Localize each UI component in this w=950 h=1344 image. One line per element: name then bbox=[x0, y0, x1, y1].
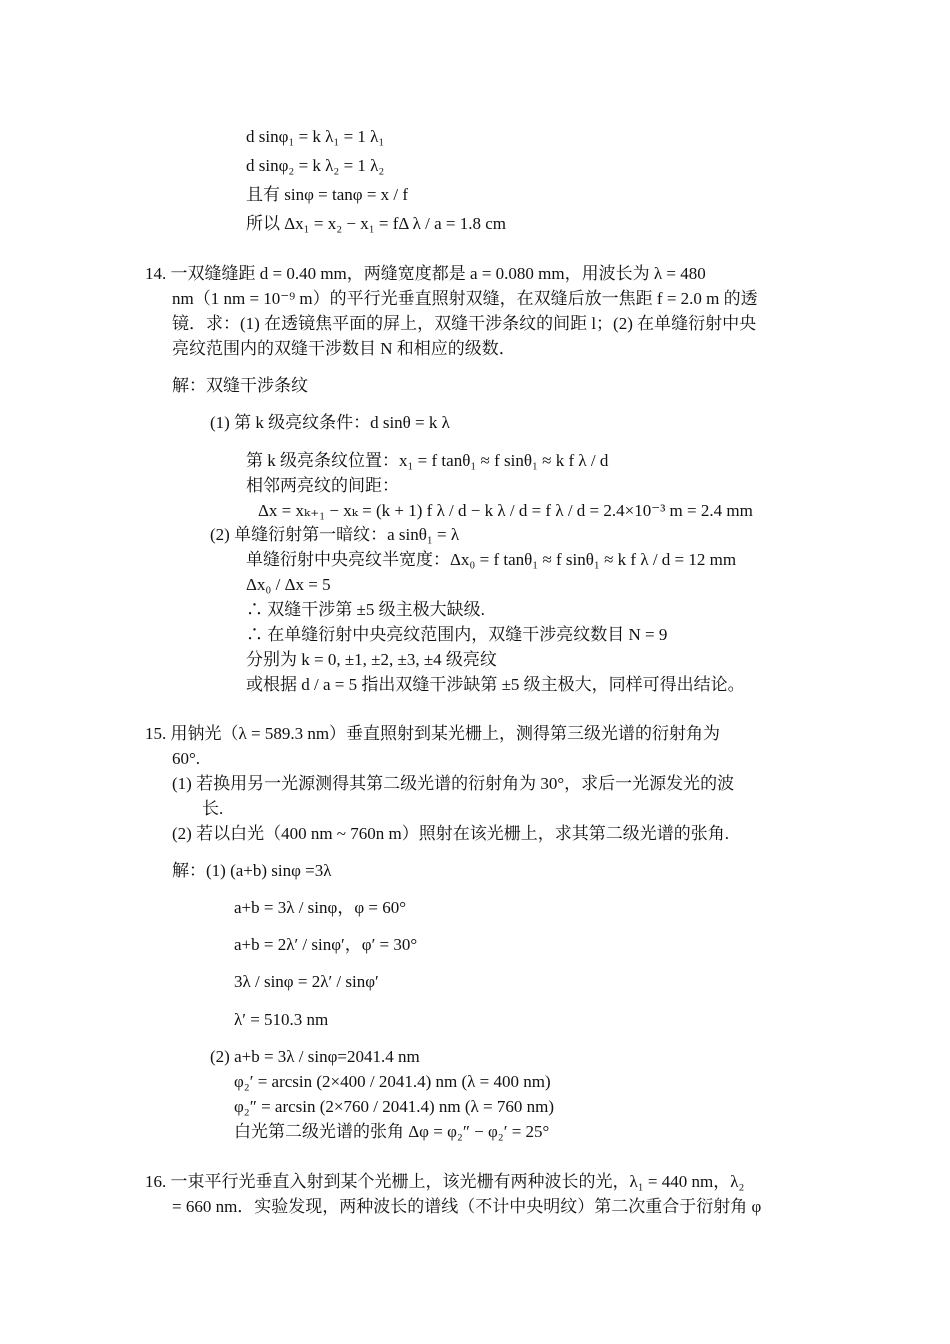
solution-14-line: (1) 第 k 级亮纹条件：d sinθ = k λ bbox=[210, 413, 450, 432]
question-14-line: 亮纹范围内的双缝干涉数目 N 和相应的级数． bbox=[172, 339, 516, 358]
solution-15-line: 白光第二级光谱的张角 Δφ = φ₂″ − φ₂′ = 25° bbox=[234, 1122, 550, 1141]
solution-14-line: (2) 单缝衍射第一暗纹：a sinθ₁ = λ bbox=[210, 525, 460, 544]
solution-15-line: a+b = 2λ′ / sinφ′，φ′ = 30° bbox=[234, 935, 418, 954]
text-line: d sinφ₂ = k λ₂ = 1 λ₂ bbox=[246, 156, 385, 175]
question-15-line: 长. bbox=[202, 799, 224, 818]
text-line: d sinφ₁ = k λ₁ = 1 λ₁ bbox=[246, 127, 385, 146]
question-14-line: 14. 一双缝缝距 d = 0.40 mm，两缝宽度都是 a = 0.080 mm，用波长为 λ = 480 bbox=[145, 264, 706, 283]
solution-15-line: a+b = 3λ / sinφ，φ = 60° bbox=[234, 898, 407, 917]
solution-14-line: 解：双缝干涉条纹 bbox=[172, 376, 308, 395]
question-16-line: = 660 nm．实验发现，两种波长的谱线（不计中央明纹）第二次重合于衍射角 φ bbox=[172, 1197, 762, 1216]
question-16-line: 16. 一束平行光垂直入射到某个光栅上，该光栅有两种波长的光，λ₁ = 440 nm，λ₂ bbox=[145, 1172, 745, 1191]
question-15-line: 15. 用钠光（λ = 589.3 nm）垂直照射到某光栅上，测得第三级光谱的衍射角为 bbox=[145, 724, 721, 743]
question-15-line: 60°. bbox=[172, 749, 201, 768]
solution-15-line: (2) a+b = 3λ / sinφ=2041.4 nm bbox=[210, 1047, 420, 1066]
solution-15-line: φ₂′ = arcsin (2×400 / 2041.4) nm (λ = 400 nm) bbox=[234, 1072, 551, 1091]
solution-15-line: 3λ / sinφ = 2λ′ / sinφ′ bbox=[234, 972, 379, 991]
solution-14-line: 第 k 级亮条纹位置：x₁ = f tanθ₁ ≈ f sinθ₁ ≈ k f λ / d bbox=[246, 451, 609, 470]
text-line: 且有 sinφ = tanφ = x / f bbox=[246, 185, 409, 204]
question-14-line: nm（1 nm = 10⁻⁹ m）的平行光垂直照射双缝，在双缝后放一焦距 f = 2.0 m 的透 bbox=[172, 289, 758, 308]
solution-15-line: 解：(1) (a+b) sinφ =3λ bbox=[172, 861, 332, 880]
solution-14-line: Δx = xₖ₊₁ − xₖ = (k + 1) f λ / d − k λ / d = f λ / d = 2.4×10⁻³ m = 2.4 mm bbox=[258, 501, 753, 520]
solution-14-line: 或根据 d / a = 5 指出双缝干涉缺第 ±5 级主极大，同样可得出结论。 bbox=[246, 675, 745, 694]
solution-14-line: 单缝衍射中央亮纹半宽度：Δx₀ = f tanθ₁ ≈ f sinθ₁ ≈ k f λ / d = 12 mm bbox=[246, 550, 737, 569]
solution-14-line: 分别为 k = 0, ±1, ±2, ±3, ±4 级亮纹 bbox=[246, 650, 497, 669]
solution-14-line: ∴ 在单缝衍射中央亮纹范围内，双缝干涉亮纹数目 N = 9 bbox=[246, 625, 668, 644]
solution-14-line: Δx₀ / Δx = 5 bbox=[246, 575, 331, 594]
solution-14-line: 相邻两亮纹的间距： bbox=[246, 476, 399, 495]
question-15-line: (2) 若以白光（400 nm ~ 760n m）照射在该光栅上，求其第二级光谱的张角. bbox=[172, 824, 729, 843]
text-line: 所以 Δx₁ = x₂ − x₁ = fΔ λ / a = 1.8 cm bbox=[246, 214, 506, 233]
solution-15-line: λ′ = 510.3 nm bbox=[234, 1010, 329, 1029]
question-15-line: (1) 若换用另一光源测得其第二级光谱的衍射角为 30°，求后一光源发光的波 bbox=[172, 774, 735, 793]
solution-15-line: φ₂″ = arcsin (2×760 / 2041.4) nm (λ = 760 nm) bbox=[234, 1097, 554, 1116]
solution-14-line: ∴ 双缝干涉第 ±5 级主极大缺级. bbox=[246, 600, 485, 619]
question-14-line: 镜．求：(1) 在透镜焦平面的屏上，双缝干涉条纹的间距 l；(2) 在单缝衍射中央 bbox=[172, 314, 757, 333]
